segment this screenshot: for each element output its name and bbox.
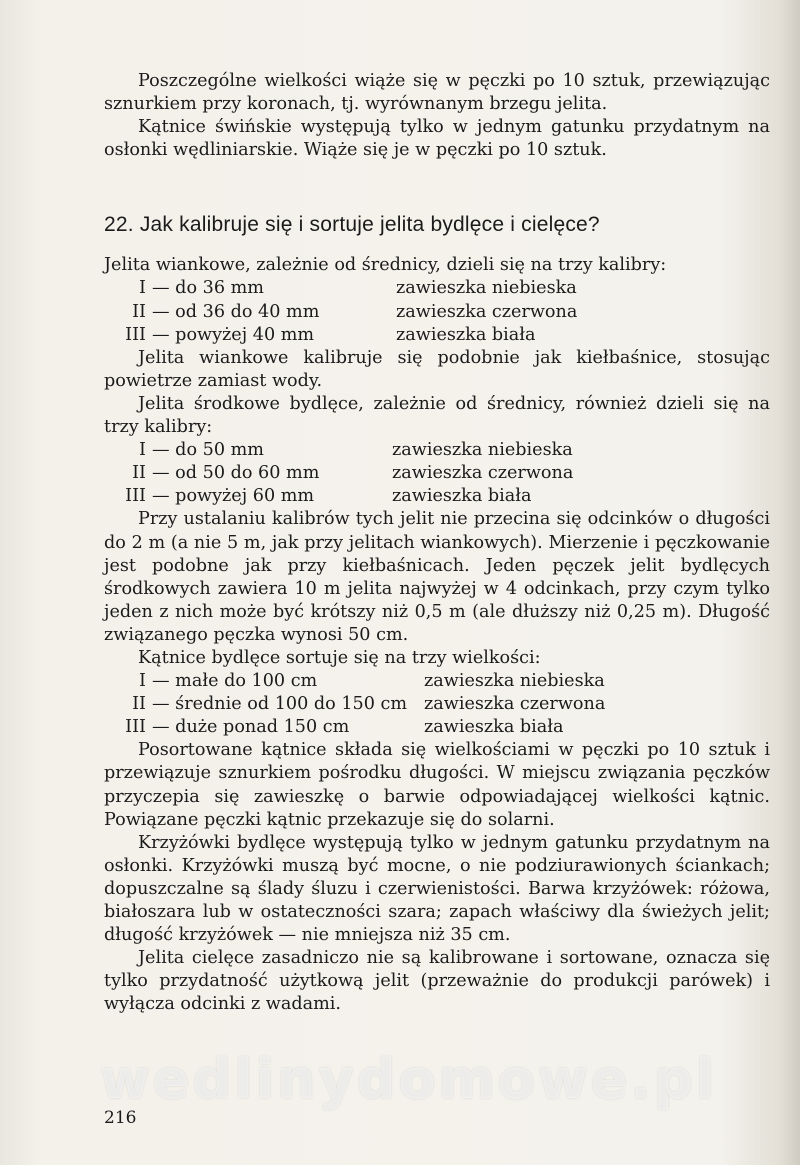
caliber-row xyxy=(104,277,770,300)
caliber-range: — do 50 mm xyxy=(152,440,264,461)
size-list-katnice xyxy=(104,670,770,739)
caliber-level: I xyxy=(139,440,146,461)
caliber-tag: zawieszka biała xyxy=(392,486,532,507)
caliber-tag: zawieszka niebieska xyxy=(396,278,577,299)
paragraph: Jelita środkowe bydlęce, zależnie od średnicy, również dzieli się na trzy kalibry: xyxy=(104,393,770,438)
paragraph: Jelita cielęce zasadniczo nie są kalibrowane i sortowane, oznacza się tylko przydatność użytkową jelit (przeważnie do produkcji parówek) i wyłącza odcinki z wadami. xyxy=(104,948,770,1015)
page-number: 216 xyxy=(104,1108,137,1128)
size-level: III xyxy=(125,717,146,738)
caliber-level: III xyxy=(125,486,146,507)
caliber-tag: zawieszka niebieska xyxy=(392,440,573,461)
page-text xyxy=(104,70,770,1016)
caliber-row xyxy=(104,462,770,485)
size-level: II xyxy=(132,694,146,715)
caliber-list-wiankowe xyxy=(104,277,770,346)
caliber-list-srodkowe xyxy=(104,439,770,508)
caliber-level: II xyxy=(132,463,146,484)
size-tag: zawieszka niebieska xyxy=(424,671,605,692)
caliber-level: II xyxy=(132,301,146,322)
caliber-tag: zawieszka czerwona xyxy=(396,301,578,322)
size-row xyxy=(104,693,770,716)
size-range: — średnie od 100 do 150 cm xyxy=(152,694,408,715)
section-heading: 22. Jak kalibruje się i sortuje jelita bydlęce i cielęce? xyxy=(104,213,600,237)
paragraph: Jelita wiankowe, zależnie od średnicy, dzieli się na trzy kalibry: xyxy=(104,255,667,276)
caliber-tag: zawieszka biała xyxy=(396,324,536,345)
size-level: I xyxy=(139,671,146,692)
caliber-tag: zawieszka czerwona xyxy=(392,463,574,484)
paragraph: Przy ustalaniu kalibrów tych jelit nie przecina się odcinków o długości do 2 m (a nie 5 m, jak przy jelitach wiankowych). Mierzenie i pęczkowanie jest podobne jak przy kiełbaśnicach. Jeden pęczek jelit bydlęcych środkowych zawiera 10 m jelita najwyżej w 4 odcinkach, przy czym tylko jeden z nich może być krótszy niż 0,5 m (ale dłuższy niż 0,25 m). Długość związanego pęczka wynosi 50 cm. xyxy=(104,509,770,645)
size-row xyxy=(104,670,770,693)
paragraph: Kątnice świńskie występują tylko w jednym gatunku przydatnym na osłonki wędliniarskie. Wiąże się je w pęczki po 10 sztuk. xyxy=(104,117,770,161)
caliber-range: — od 36 do 40 mm xyxy=(152,301,320,322)
size-row xyxy=(104,716,770,739)
caliber-row xyxy=(104,301,770,324)
caliber-row xyxy=(104,485,770,508)
size-tag: zawieszka czerwona xyxy=(424,694,606,715)
caliber-range: — do 36 mm xyxy=(152,278,264,299)
paragraph: Kątnice bydlęce sortuje się na trzy wielkości: xyxy=(138,647,541,668)
paragraph: Krzyżówki bydlęce występują tylko w jednym gatunku przydatnym na osłonki. Krzyżówki muszą być mocne, o nie podziurawionych ściankach; dopuszczalne są ślady śluzu i czerwienistości. Barwa krzyżówek: różowa, białoszara lub w ostateczności szara; zapach właściwy dla świeżych jelit; długość krzyżówek — nie mniejsza niż 35 cm. xyxy=(104,832,770,946)
size-range: — małe do 100 cm xyxy=(152,671,318,692)
size-tag: zawieszka biała xyxy=(424,717,564,738)
caliber-row xyxy=(104,324,770,347)
paragraph: Posortowane kątnice składa się wielkościami w pęczki po 10 sztuk i przewiązuje sznurkiem pośrodku długości. W miejscu związania pęczków przyczepia się zawieszkę o barwie odpowiadającej wielkości kątnic. Powiązane pęczki kątnic przekazuje się do solarni. xyxy=(104,740,770,830)
caliber-row xyxy=(104,439,770,462)
caliber-range: — od 50 do 60 mm xyxy=(152,463,320,484)
caliber-range: — powyżej 60 mm xyxy=(152,486,315,507)
caliber-level: I xyxy=(139,278,146,299)
paragraph: Jelita wiankowe kalibruje się podobnie jak kiełbaśnice, stosując powietrze zamiast wody. xyxy=(104,347,770,391)
caliber-range: — powyżej 40 mm xyxy=(152,324,315,345)
size-range: — duże ponad 150 cm xyxy=(152,717,350,738)
caliber-level: III xyxy=(125,324,146,345)
watermark: wedlinydomowe.pl xyxy=(100,1048,718,1111)
paragraph: Poszczególne wielkości wiąże się w pęczki po 10 sztuk, przewiązując sznurkiem przy koronach, tj. wyrównanym brzegu jelita. xyxy=(104,71,770,115)
